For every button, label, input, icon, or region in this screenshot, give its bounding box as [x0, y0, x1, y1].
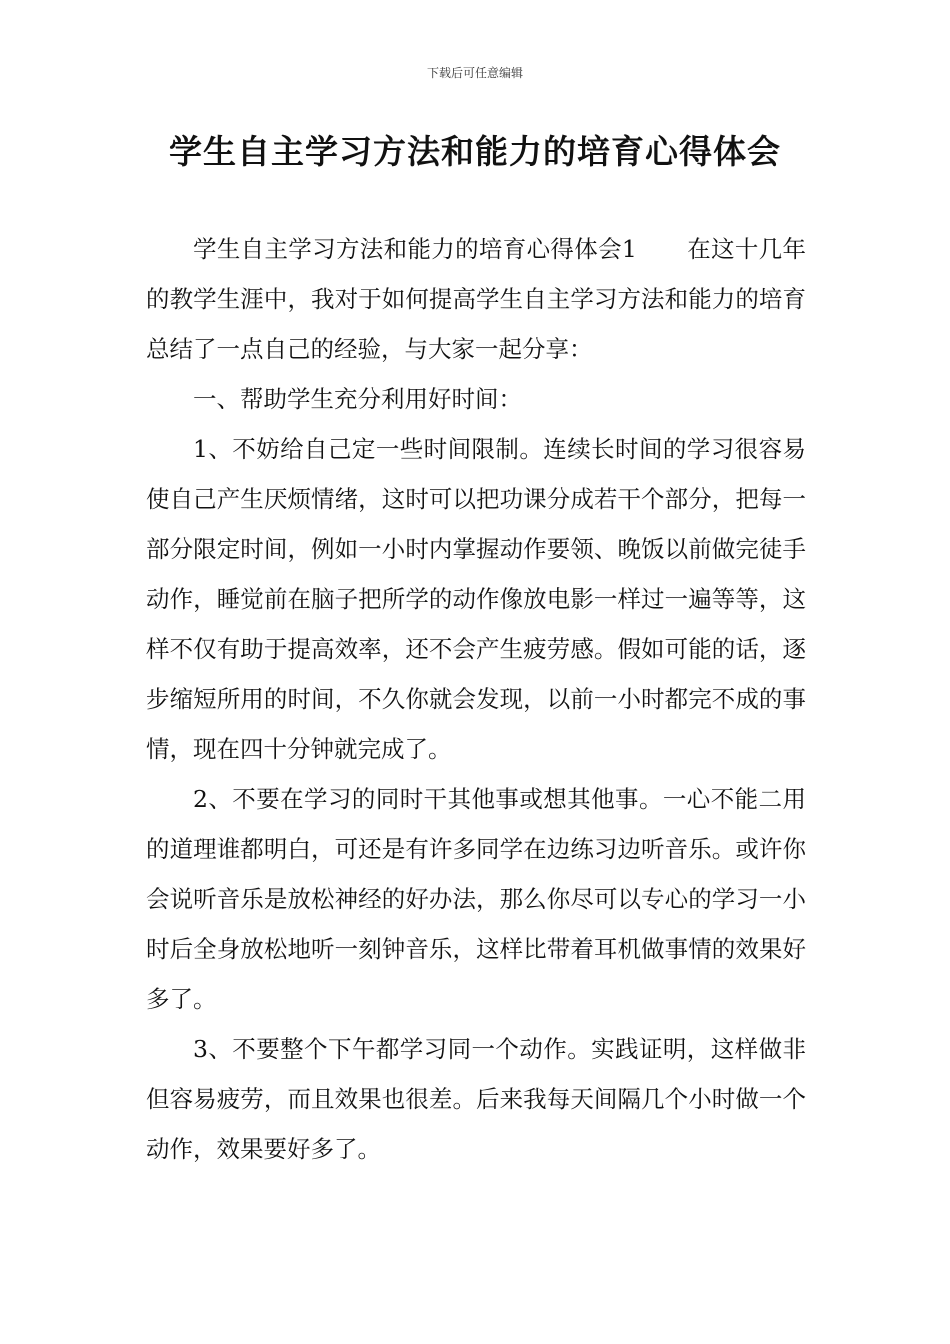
section-heading: 一、帮助学生充分利用好时间： [193, 385, 522, 413]
paragraph-item-2: 2、不要在学习的同时干其他事或想其他事。一心不能二用的道理谁都明白，可还是有许多同学在边练习边听音乐。或许你会说听音乐是放松神经的好办法，那么你尽可以专心的学习一小时后全身放松地听一刻钟音乐，这样比带着耳机做事情的效果好多了。 [146, 785, 806, 1013]
paragraph-item-1: 1、不妨给自己定一些时间限制。连续长时间的学习很容易使自己产生厌烦情绪，这时可以把功课分成若干个部分，把每一部分限定时间，例如一小时内掌握动作要领、晚饭以前做完徒手动作，睡觉前在脑子把所学的动作像放电影一样过一遍等等，这样不仅有助于提高效率，还不会产生疲劳感。假如可能的话，逐步缩短所用的时间，不久你就会发现，以前一小时都完不成的事情，现在四十分钟就完成了。 [146, 435, 806, 763]
paragraph-item-3: 3、不要整个下午都学习同一个动作。实践证明，这样做非但容易疲劳，而且效果也很差。后来我每天间隔几个小时做一个动作，效果要好多了。 [146, 1035, 806, 1163]
document-body [146, 224, 806, 1174]
paragraph-lead: 学生自主学习方法和能力的培育心得体会1 [193, 235, 637, 263]
document-title: 学生自主学习方法和能力的培育心得体会 [169, 132, 781, 171]
paragraph-text: 在这十几年的教学生涯中，我对于如何提高学生自主学习方法和能力的培育总结了一点自己的经验，与大家一起分享： [146, 235, 806, 363]
paragraph-intro [146, 224, 806, 374]
header-note: 下载后可任意编辑 [426, 66, 523, 80]
